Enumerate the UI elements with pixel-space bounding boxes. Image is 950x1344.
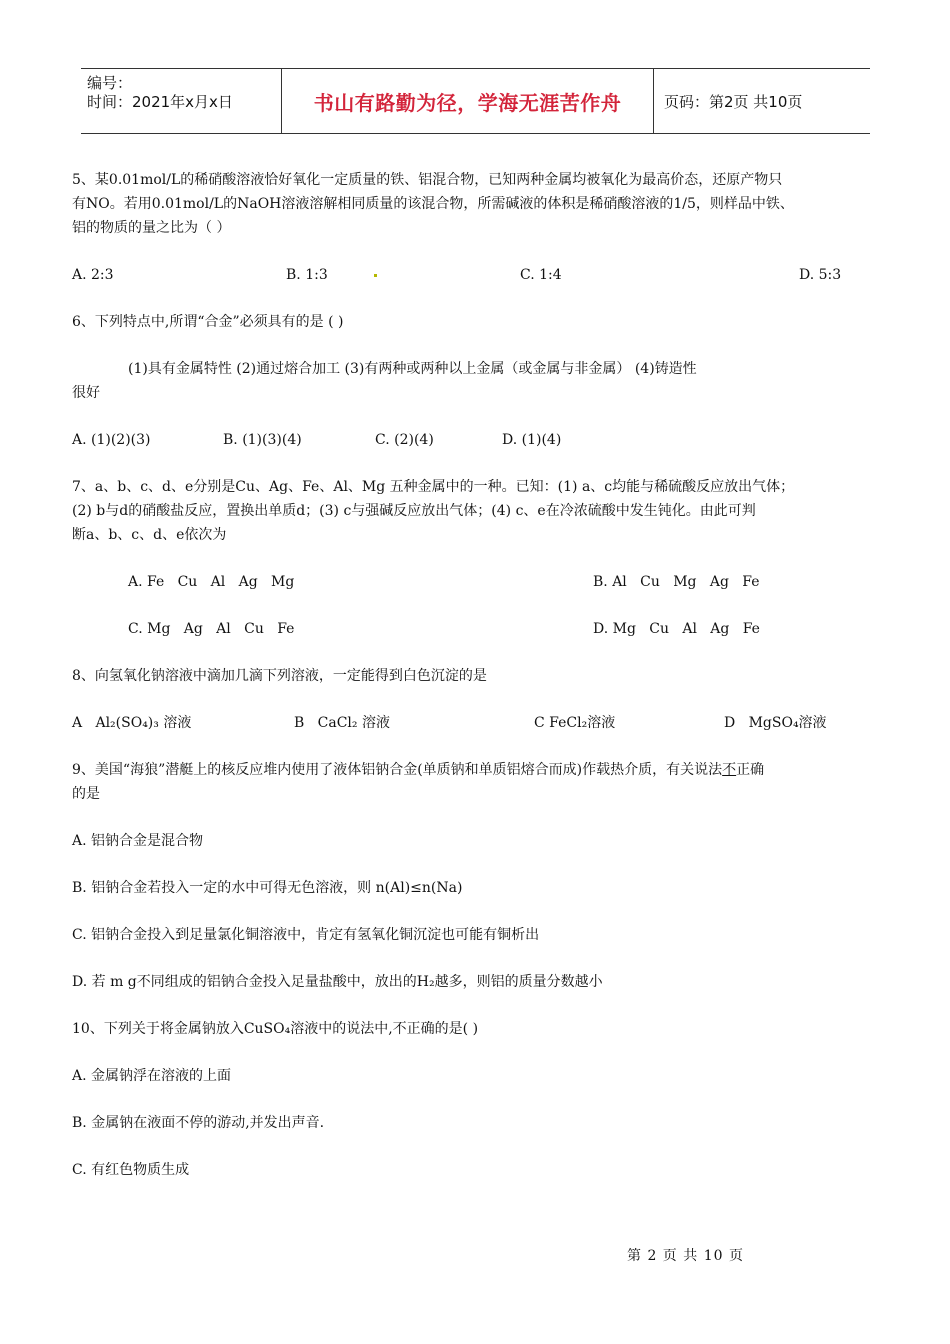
code-label: 编号： <box>87 74 133 92</box>
q5-line1: 5、某0.01mol/L的稀硝酸溶液恰好氧化一定质量的铁、铝混合物，已知两种金属均被氧化为最高价态，还原产物只 <box>72 172 783 188</box>
q9-option-b: B. 铝钠合金若投入一定的水中可得无色溶液，则 n(Al)≤n(Na) <box>72 880 463 896</box>
page-footer: 第 2 页 共 10 页 <box>627 1248 744 1264</box>
q8-option-b: B CaCl₂ 溶液 <box>294 715 390 731</box>
q7-option-b: B. Al Cu Mg Ag Fe <box>593 574 760 590</box>
q7-options-row1 <box>72 570 880 594</box>
q7-option-c: C. Mg Ag Al Cu Fe <box>128 621 295 637</box>
q8-option-d: D MgSO₄溶液 <box>724 715 827 731</box>
q5-option-c: C. 1:4 <box>520 267 562 283</box>
underlined-not: 不 <box>722 762 737 778</box>
q5-option-a: A. 2:3 <box>72 267 114 283</box>
q5-option-b: B. 1:3 <box>286 267 328 283</box>
q7-line1: 7、a、b、c、d、e分别是Cu、Ag、Fe、Al、Mg 五种金属中的一种。已知：(1) a、c均能与稀硫酸反应放出气体； <box>72 479 795 495</box>
q8-stem: 8、向氢氧化钠溶液中滴加几滴下列溶液，一定能得到白色沉淀的是 <box>72 668 487 684</box>
time-label: 时间：2021年x月x日 <box>87 93 233 111</box>
q10-option-c: C. 有红色物质生成 <box>72 1162 190 1178</box>
q6-option-b: B. (1)(3)(4) <box>223 432 302 448</box>
page-header <box>81 68 870 134</box>
q8-option-c: C FeCl₂溶液 <box>534 715 616 731</box>
q10-option-b: B. 金属钠在液面不停的游动,并发出声音. <box>72 1115 325 1131</box>
q10-stem: 10、下列关于将金属钠放入CuSO₄溶液中的说法中,不正确的是( ) <box>72 1021 479 1037</box>
q6-options <box>72 428 880 452</box>
q6-stem: 6、下列特点中,所谓“合金”必须具有的是 ( ) <box>72 314 344 330</box>
document-body <box>72 168 880 1182</box>
q10-option-a: A. 金属钠浮在溶液的上面 <box>72 1068 232 1084</box>
q9-line2: 的是 <box>72 786 100 802</box>
q7-line2: (2) b与d的硝酸盐反应，置换出单质d；(3) c与强碱反应放出气体；(4) c、e在冷浓硫酸中发生钝化。由此可判 <box>72 503 756 519</box>
q9-line1: 9、美国“海狼”潜艇上的核反应堆内使用了液体铝钠合金(单质钠和单质铝熔合而成)作载热介质，有关说法不正确 <box>72 762 765 778</box>
q9-option-c: C. 铝钠合金投入到足量氯化铜溶液中，肯定有氢氧化铜沉淀也可能有铜析出 <box>72 927 540 943</box>
q5-options <box>72 263 880 287</box>
q6-option-d: D. (1)(4) <box>502 432 562 448</box>
q5-line3: 铝的物质的量之比为（ ） <box>72 220 231 236</box>
q7-option-a: A. Fe Cu Al Ag Mg <box>128 574 295 590</box>
q6-option-a: A. (1)(2)(3) <box>72 432 151 448</box>
q9-option-d: D. 若 m g不同组成的铝钠合金投入足量盐酸中，放出的H₂越多，则铝的质量分数越小 <box>72 974 603 990</box>
q7-line3: 断a、b、c、d、e依次为 <box>72 527 227 543</box>
q6-items-line2: 很好 <box>72 385 100 401</box>
q7-option-d: D. Mg Cu Al Ag Fe <box>593 621 760 637</box>
q5-line2: 有NO。若用0.01mol/L的NaOH溶液溶解相同质量的该混合物，所需碱液的体积是稀硝酸溶液的1/5，则样品中铁、 <box>72 196 794 212</box>
q7-options-row2 <box>72 617 880 641</box>
q5-option-d: D. 5:3 <box>799 267 842 283</box>
motto: 书山有路勤为径，学海无涯苦作舟 <box>281 69 654 133</box>
q8-options <box>72 711 880 735</box>
q9-option-a: A. 铝钠合金是混合物 <box>72 833 204 849</box>
header-meta <box>81 69 281 133</box>
q8-option-a: A Al₂(SO₄)₃ 溶液 <box>72 715 192 731</box>
q6-items-line1: (1)具有金属特性 (2)通过熔合加工 (3)有两种或两种以上金属（或金属与非金属） (4)铸造性 <box>128 361 697 377</box>
stray-dot-icon <box>374 274 377 277</box>
q6-option-c: C. (2)(4) <box>375 432 434 448</box>
page-info: 页码：第2页 共10页 <box>664 92 803 111</box>
